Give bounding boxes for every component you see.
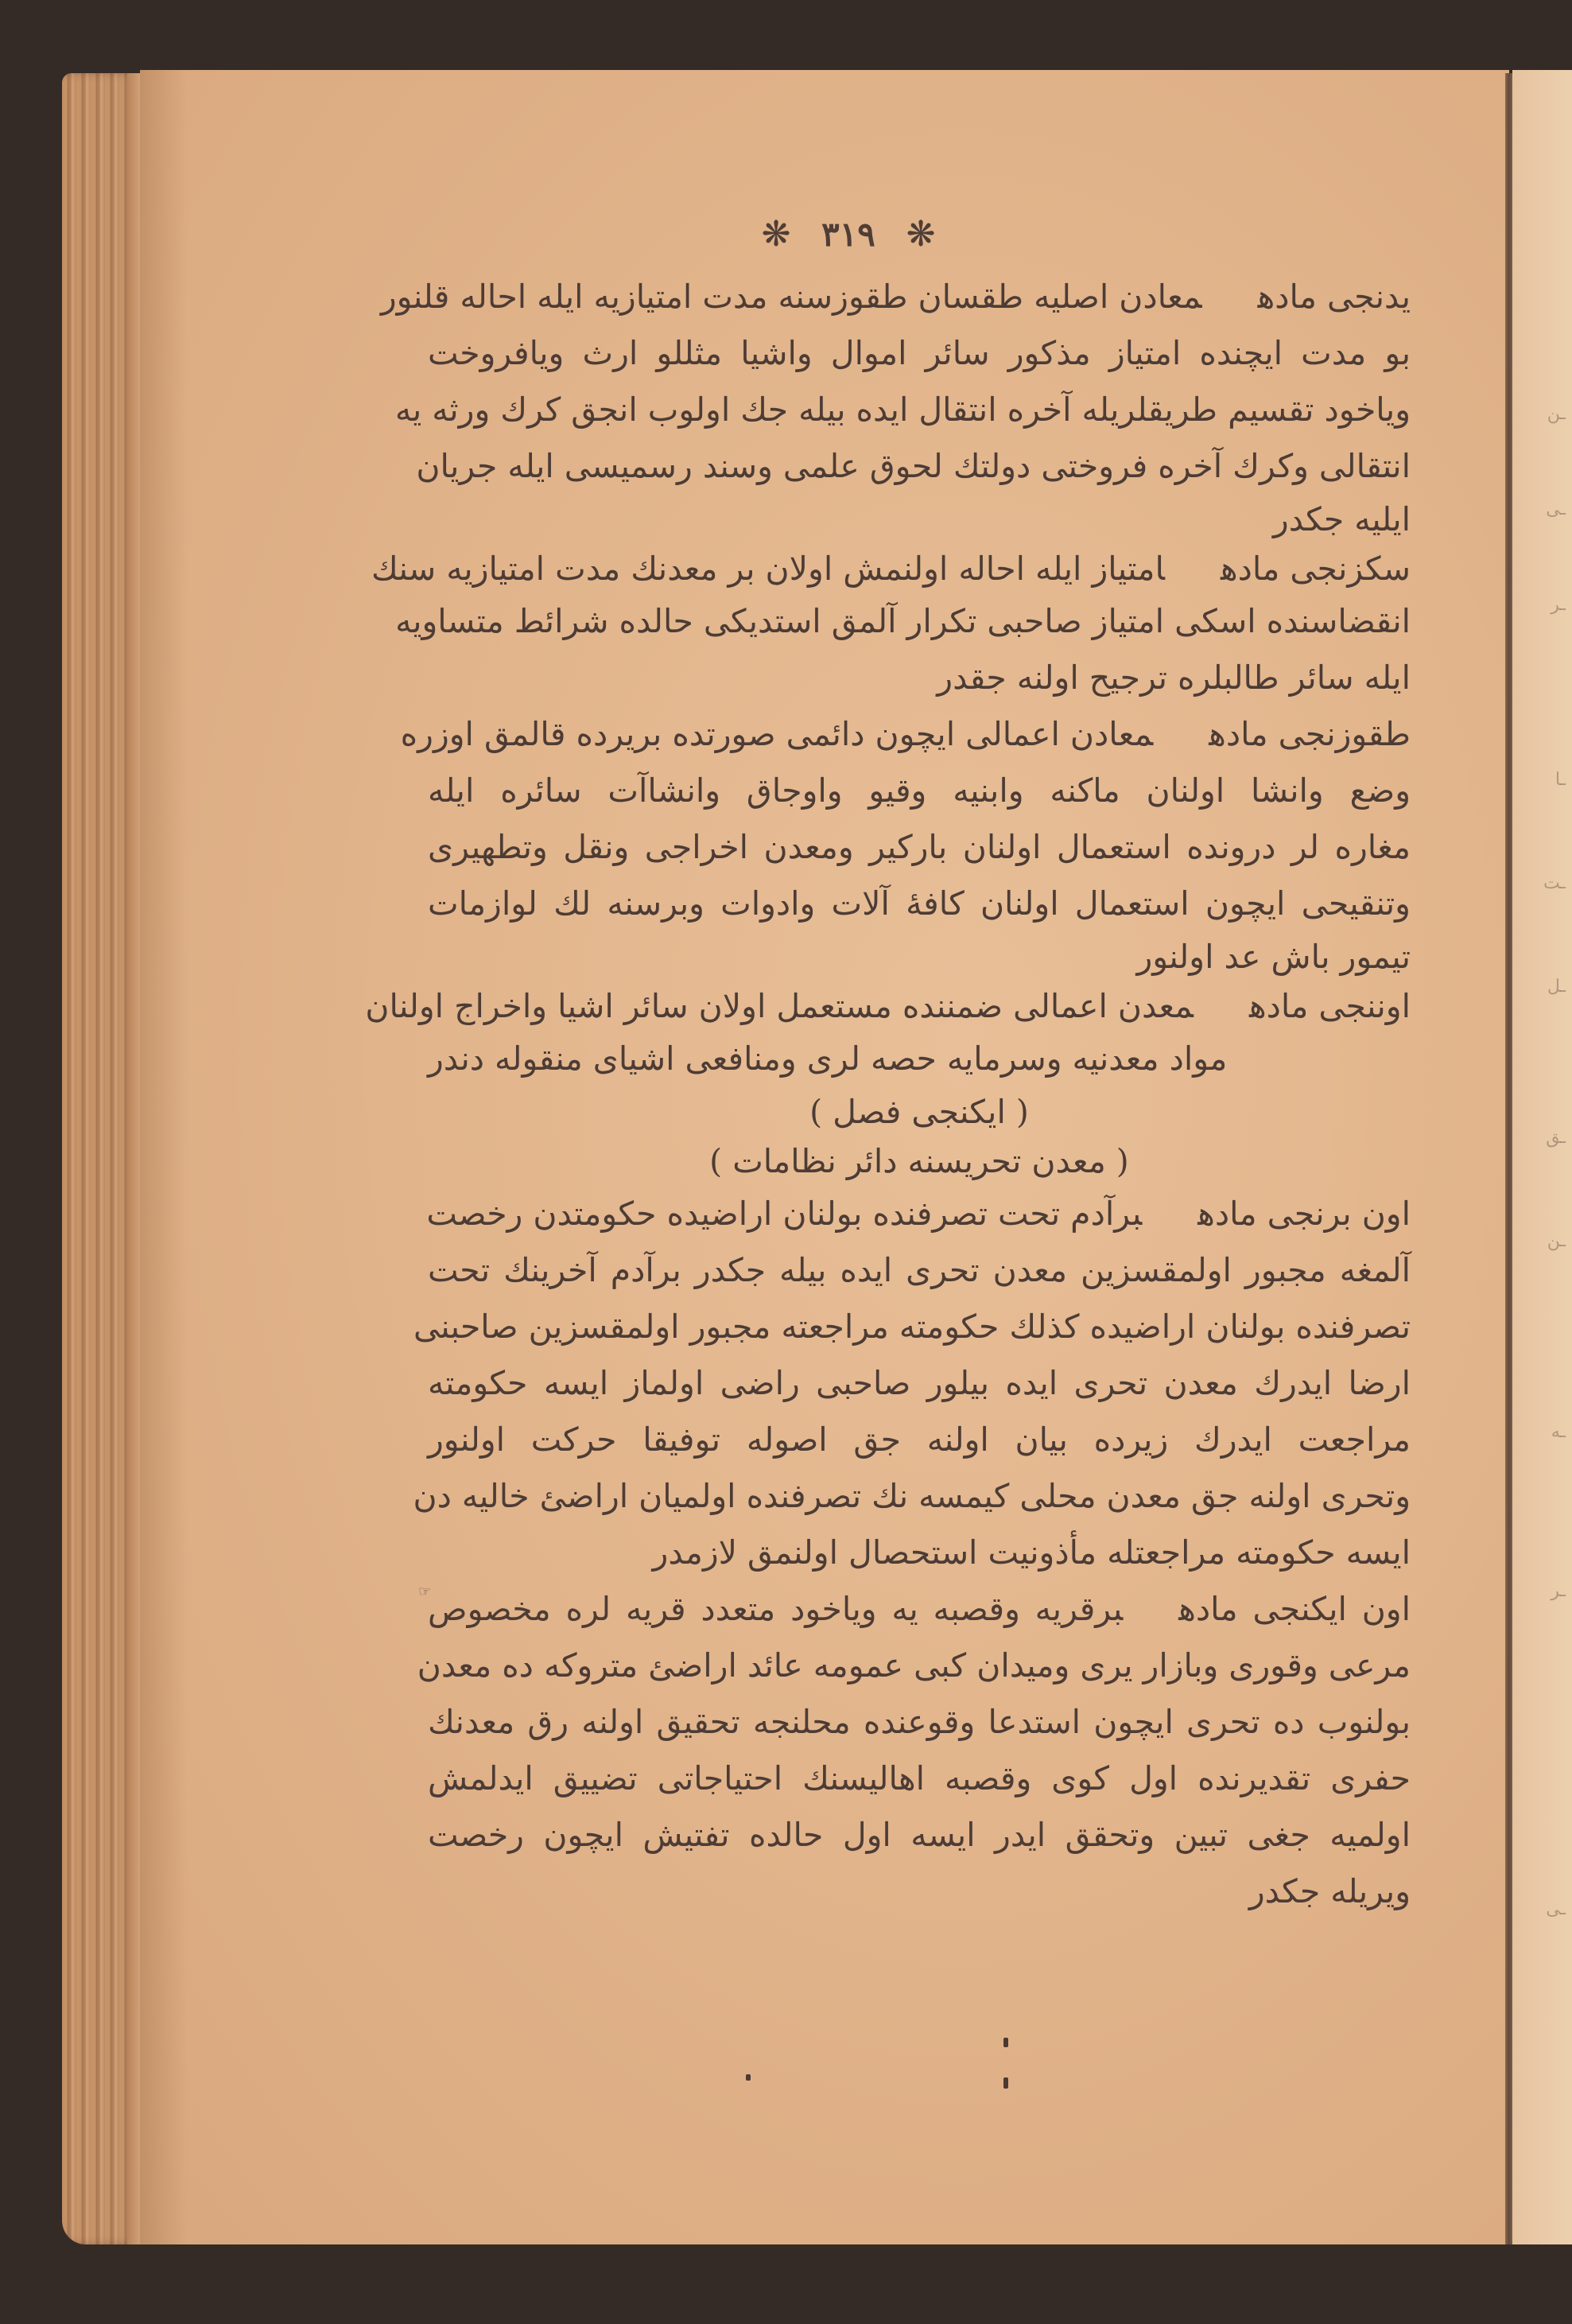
facing-page-strip <box>1512 70 1572 2244</box>
line-text: معدن اعمالى ضمننده مستعمل اولان سائر اشيا واخراج اولنان <box>365 987 1194 1025</box>
facing-page-fragment: ـى <box>1546 499 1566 519</box>
text-line <box>428 495 1411 544</box>
line-text: مراجعت ايدرك زيرده بيان اولنه جق اصوله توفيقا حركت اولنور <box>428 1420 1411 1459</box>
text-line <box>428 819 1411 876</box>
text-line <box>428 1355 1411 1412</box>
article-label: اون برنجى ماده <box>1197 1195 1411 1233</box>
line-text: بولنوب ده تحرى ايچون استدعا وقوعنده محلنجه تحقيق اولنه رق معدنك <box>428 1703 1411 1741</box>
text-line <box>428 1694 1411 1751</box>
section-subtitle: ( معدن تحريسنه دائر نظامات ) <box>709 1142 1129 1180</box>
line-text: انقضاسنده اسكى امتياز صاحبى تكرار آلمق استديكى حالده شرائط متساويه <box>395 602 1411 640</box>
text-line <box>428 763 1411 819</box>
line-text: مغاره لر درونده استعمال اولنان باركير ومعدن اخراجى ونقل وتطهيرى <box>428 828 1411 866</box>
ornament-left-icon: ❋ <box>761 214 791 255</box>
line-text: تصرفنده بولنان اراضيده كذلك حكومته مراجعته مجبور اولمقسزين صاحبنى <box>413 1308 1411 1346</box>
facing-page-fragment: ـى <box>1546 1899 1566 1919</box>
text-line <box>428 1242 1411 1299</box>
text-line <box>365 981 1411 1031</box>
text-line <box>428 1412 1411 1468</box>
book-gutter <box>1505 73 1512 2244</box>
line-text: اولميه جغى تبين وتحقق ايدر ايسه اول حالده تفتيش ايچون رخصت <box>428 1816 1411 1854</box>
line-text: وياخود تقسيم طريقلريله آخره انتقال ايده بيله جك اولوب انجق كرك ورثه يه <box>394 391 1411 429</box>
line-text: تيمور باش عد اولنور <box>1136 938 1411 976</box>
line-text: انتقالى وكرك آخره فروختى دولتك لحوق علمى وسند رسميسى ايله جريان <box>416 447 1411 485</box>
line-text: مرعى وقورى وبازار يرى وميدان كبى عمومه عائد اراضئ متروكه ده معدن <box>417 1646 1411 1685</box>
text-line <box>428 650 1411 706</box>
line-text: وتحرى اولنه جق معدن محلى كيمسه نك تصرفنده اولميان اراضئ خاليه دن <box>413 1477 1411 1515</box>
facing-page-fragment: ـن <box>1547 1231 1566 1251</box>
line-text: ارضا ايدرك معدن تحرى ايده بيلور صاحبى راضى اولماز ايسه حكومته <box>428 1364 1411 1402</box>
text-line <box>428 1863 1411 1920</box>
article-label: اوننجى ماده <box>1249 987 1411 1025</box>
text-line <box>428 1751 1411 1807</box>
text-line <box>413 1299 1411 1355</box>
facing-page-fragment: ـق <box>1546 1128 1566 1148</box>
text-line <box>428 1807 1411 1863</box>
line-text: برآدم تحت تصرفنده بولنان اراضيده حكومتدن رخصت <box>426 1195 1143 1233</box>
facing-page-fragment: ـر <box>1551 595 1566 615</box>
text-line <box>413 1468 1411 1525</box>
line-text: وضع وانشا اولنان ماكنه وابنيه وقيو واوجاق وانشاآت سائره ايله <box>428 771 1411 810</box>
book-page-edges <box>62 73 142 2244</box>
line-text: ويريله جكدر <box>1248 1872 1411 1910</box>
text-line <box>416 438 1411 495</box>
line-text: امتياز ايله احاله اولنمش اولان بر معدنك مدت امتيازيه سنك <box>371 550 1165 588</box>
line-text: معادن اعمالى ايچون دائمى صورتده بريرده قالمق اوزره <box>400 715 1154 753</box>
footnote-mark-icon: ☞ <box>418 1584 432 1600</box>
text-line <box>428 1031 1411 1087</box>
line-text: برقريه وقصبه يه وياخود متعدد قريه لره مخصوص <box>428 1590 1124 1628</box>
line-text: وتنقيحى ايچون استعمال اولنان كافهٔ آلات وادوات وبرسنه لك لوازمات <box>428 884 1411 923</box>
article-label: طقوزنجى ماده <box>1209 715 1411 753</box>
text-line <box>428 876 1411 932</box>
ink-speck <box>746 2074 751 2081</box>
line-text: معادن اصليه طقسان طقوزسنه مدت امتيازيه ايله احاله قلنور <box>380 278 1202 316</box>
body-text <box>365 269 1411 1920</box>
line-text: بو مدت ايچنده امتياز مذكور سائر اموال واشيا مثللو ارث وياڧروخت <box>428 334 1411 372</box>
facing-page-fragment: ـا <box>1555 770 1566 790</box>
page-header <box>140 208 1509 258</box>
text-line <box>428 1186 1411 1242</box>
text-line <box>418 1581 1411 1638</box>
ornament-right-icon: ❋ <box>906 214 936 255</box>
facing-page-fragment: ـه <box>1551 1422 1566 1442</box>
line-text: ايله سائر طالبلره ترجيح اولنه جقدر <box>937 659 1411 697</box>
facing-page-fragment: ـر <box>1551 1581 1566 1601</box>
article-label: اون ايكنجى ماده <box>1178 1590 1411 1628</box>
article-label: سكزنجى ماده <box>1220 550 1411 588</box>
text-line <box>428 1525 1411 1581</box>
line-text: ايليه جكدر <box>1272 500 1411 538</box>
facing-page-fragment: ـن <box>1547 404 1566 424</box>
ink-speck <box>1003 2077 1008 2089</box>
text-line <box>380 269 1411 325</box>
article-label: يدنجى ماده <box>1257 278 1411 316</box>
line-text: آلمغه مجبور اولمقسزين معدن تحرى ايده بيله جكدر برآدم آخرينك تحت <box>428 1251 1411 1289</box>
facing-page-fragment: ـت <box>1543 873 1566 893</box>
text-line <box>428 932 1411 981</box>
text-line <box>395 593 1411 650</box>
text-line <box>417 1638 1411 1694</box>
section-title: ( ايكنجى فصل ) <box>809 1093 1029 1131</box>
line-text: مواد معدنيه وسرمايه حصه لرى ومنافعى اشياى منقوله دندر <box>428 1040 1228 1078</box>
text-line <box>428 325 1411 382</box>
line-text: ايسه حكومته مراجعتله مأذونيت استحصال اولنمق لازمدر <box>652 1533 1411 1572</box>
text-line <box>394 382 1411 438</box>
ink-speck <box>1003 2038 1008 2047</box>
line-text: حفرى تقديرنده اول كوى وقصبه اهاليسنك احتياجاتى تضييق ايدلمش <box>428 1759 1411 1797</box>
text-line <box>371 544 1411 593</box>
text-line <box>400 706 1411 763</box>
page-number: ٣١٩ <box>821 215 875 254</box>
facing-page-fragment: ـل <box>1547 977 1566 997</box>
